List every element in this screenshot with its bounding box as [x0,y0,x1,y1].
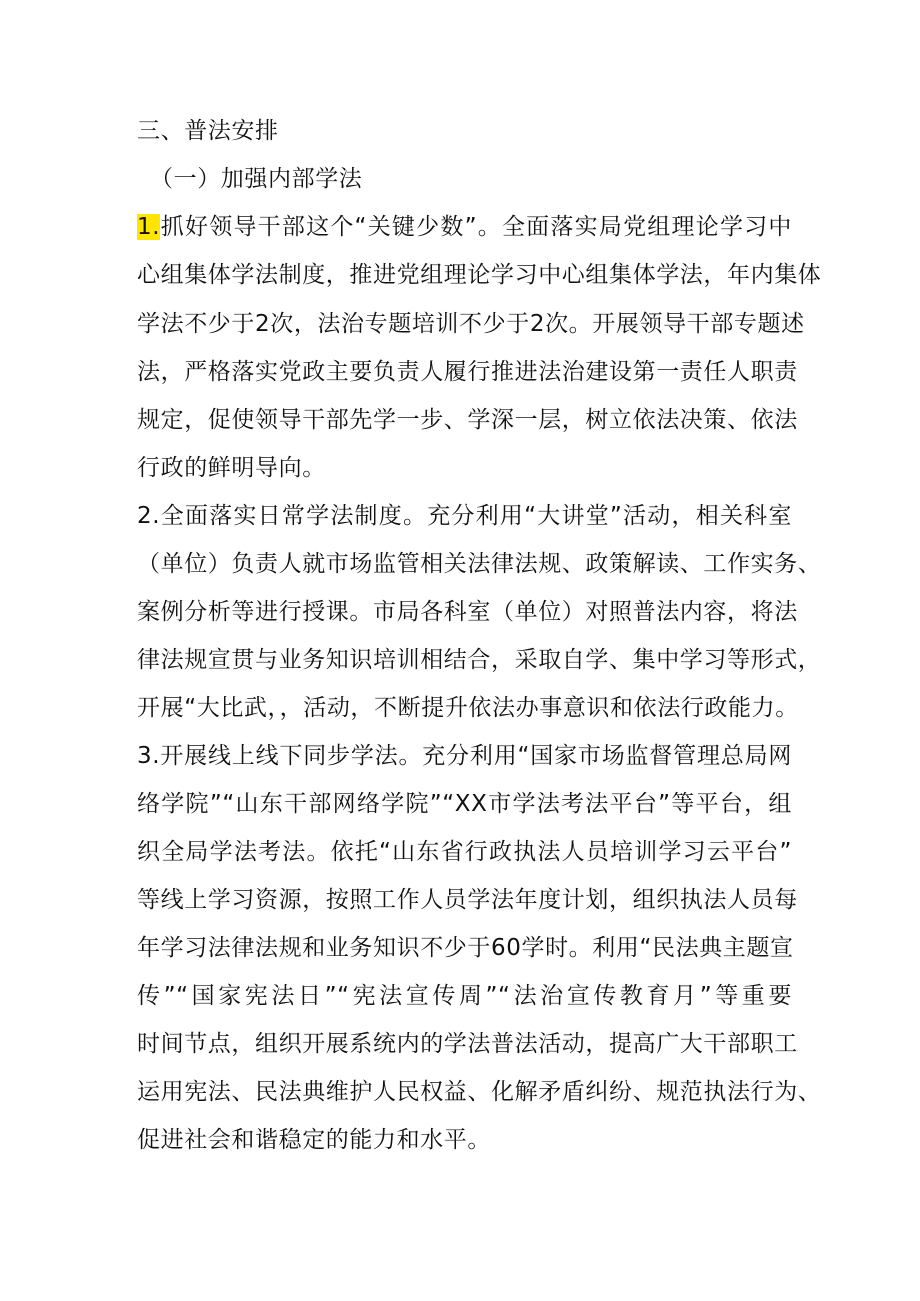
paragraph-3-line-5: 年学习法律法规和业务知识不少于60学时。利用“民法典主题宣 [137,935,794,961]
paragraph-1-line-5: 规定，促使领导干部先学一步、学深一层，树立依法决策、依法 [137,407,798,433]
paragraph-3-line-9: 促进社会和谐稳定的能力和水平。 [137,1127,491,1153]
section-heading: 三、普法安排 [137,118,279,144]
subsection-heading: （一）加强内部学法 [150,166,363,192]
paragraph-2-line-2: （单位）负责人就市场监管相关法律法规、政策解读、工作实务、 [137,551,822,577]
paragraph-2-line-1-text: .全面落实日常学法制度。充分利用“大讲堂”活动，相关科室 [152,503,792,529]
paragraph-3-line-8: 运用宪法、民法典维护人民权益、化解矛盾纠纷、规范执法行为、 [137,1079,822,1105]
paragraph-1-line-6: 行政的鲜明导向。 [137,455,326,481]
paragraph-1-line-4: 法，严格落实党政主要负责人履行推进法治建设第一责任人职责 [137,359,798,385]
paragraph-3-number: 3 [137,743,153,769]
paragraph-1-line-1-text: 抓好领导干部这个“关键少数”。全面落实局党组理论学习中 [160,214,792,240]
paragraph-2-line-1 [137,500,792,532]
paragraph-1-line-1 [137,211,792,243]
paragraph-3-line-7: 时间节点，组织开展系统内的学法普法活动，提高广大干部职工 [137,1031,798,1057]
paragraph-3-line-3: 织全局学法考法。依托“山东省行政执法人员培训学习云平台” [137,839,792,865]
paragraph-3-line-1-text: .开展线上线下同步学法。充分利用“国家市场监督管理总局网 [152,743,792,769]
paragraph-1-number: 1. [137,214,161,240]
paragraph-3-line-2: 络学院”“山东干部网络学院”“XX市学法考法平台”等平台，组 [137,791,792,817]
paragraph-3-line-6: 传”“国家宪法日”“宪法宣传周”“法治宣传教育月”等重要 [137,983,792,1009]
paragraph-2-line-3: 案例分析等进行授课。市局各科室（单位）对照普法内容，将法 [137,599,798,625]
paragraph-1-line-3: 学法不少于2次，法治专题培训不少于2次。开展领导干部专题述 [137,311,805,337]
paragraph-1-line-2: 心组集体学法制度，推进党组理论学习中心组集体学法，年内集体 [137,262,822,288]
paragraph-2-line-4: 律法规宣贯与业务知识培训相结合，采取自学、集中学习等形式， [137,647,822,673]
paragraph-3-line-1 [137,740,792,772]
paragraph-2-number: 2 [137,503,153,529]
paragraph-2-line-5: 开展“大比武，，活动，不断提升依法办事意识和依法行政能力。 [137,695,799,721]
paragraph-3-line-4: 等线上学习资源，按照工作人员学法年度计划，组织执法人员每 [137,887,798,913]
